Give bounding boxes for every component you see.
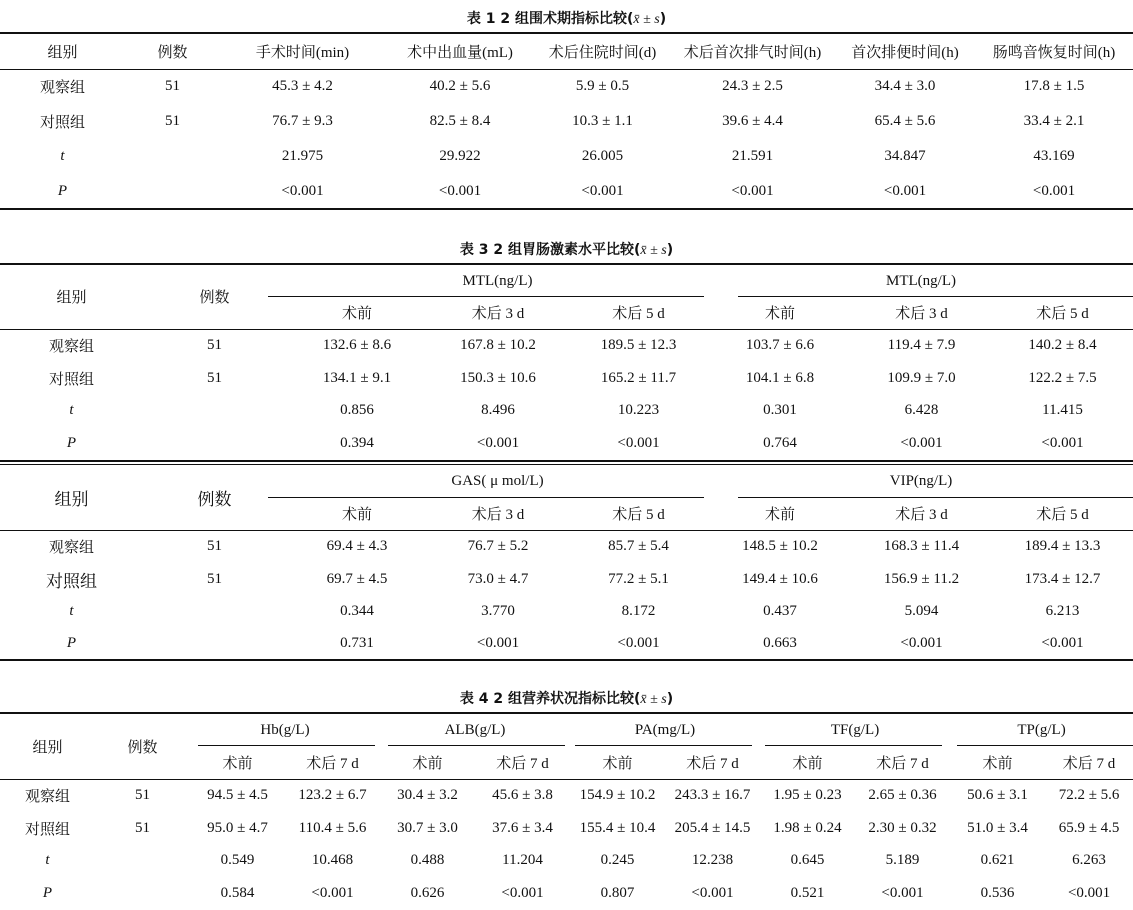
- table-cell: 0.856: [340, 402, 374, 418]
- table1-caption-stat: x̄ ± s: [633, 12, 660, 27]
- table-cell: [0, 427, 143, 460]
- table-cell: [125, 174, 220, 209]
- table-row: [0, 812, 1133, 844]
- table-cell: 0.645: [790, 852, 825, 868]
- table-cell: 103.7 ± 6.6: [745, 337, 815, 354]
- stat-label: t: [69, 402, 74, 418]
- subheader: 术后 7 d: [1045, 747, 1133, 779]
- table3-caption-suffix: ): [666, 242, 674, 258]
- table1-header: 手术时间(min): [220, 33, 385, 69]
- subheader: 术前: [286, 297, 428, 329]
- table-cell: <0.001: [900, 435, 943, 451]
- subheader: 术后 7 d: [665, 747, 760, 779]
- table3-caption: [0, 239, 1133, 259]
- table-cell: 12.238: [691, 852, 734, 868]
- table-cell: [0, 139, 125, 174]
- table-cell: [143, 595, 286, 628]
- table-row: [0, 844, 1133, 877]
- table-cell: [95, 877, 190, 910]
- column-group-header: TF(g/L): [830, 722, 880, 738]
- table-cell: 0.663: [763, 635, 797, 651]
- table-cell: [125, 139, 220, 174]
- table-cell: [0, 595, 143, 628]
- table1: [0, 32, 1133, 210]
- group-underline: [268, 296, 704, 297]
- table-cell: [0, 628, 143, 660]
- table-row: [0, 427, 1133, 460]
- column-group-header: MTL(ng/L): [886, 272, 956, 289]
- subheader: 术前: [286, 498, 428, 530]
- table-cell: 205.4 ± 14.5: [674, 819, 751, 836]
- subheader: 术后 5 d: [992, 297, 1133, 329]
- stat-label: P: [66, 435, 77, 451]
- table3-part1-group-row: [0, 264, 1133, 297]
- group-header: 组别: [0, 264, 143, 329]
- table-cell: 17.8 ± 1.5: [1023, 78, 1085, 95]
- table-cell: 77.2 ± 5.1: [608, 570, 669, 587]
- table-row: [0, 104, 1133, 139]
- group-underline: [765, 745, 942, 746]
- column-group-header: ALB(g/L): [444, 722, 506, 738]
- table-cell: 45.6 ± 3.8: [492, 787, 553, 804]
- stat-label: t: [45, 852, 50, 868]
- table-cell: 94.5 ± 4.5: [207, 787, 268, 804]
- table-cell: 150.3 ± 10.6: [460, 369, 536, 386]
- table-cell: 8.496: [481, 402, 515, 418]
- table-cell: <0.001: [581, 182, 624, 199]
- table-cell: 30.7 ± 3.0: [397, 819, 458, 836]
- group-underline: [388, 745, 565, 746]
- count-header: 例数: [143, 465, 286, 530]
- table-cell: 5.9 ± 0.5: [575, 78, 630, 95]
- section-divider: [0, 460, 1133, 462]
- table-cell: 65.9 ± 4.5: [1058, 819, 1120, 836]
- table-cell: 1.95 ± 0.23: [773, 787, 842, 804]
- column-group-header: Hb(g/L): [260, 722, 310, 738]
- table-cell: [0, 394, 143, 427]
- table-cell: 0.626: [410, 885, 445, 901]
- table-cell: 119.4 ± 7.9: [887, 337, 956, 354]
- subheader: 术前: [380, 747, 475, 779]
- table-cell: <0.001: [1041, 635, 1084, 651]
- table-row: [0, 139, 1133, 174]
- subheader: 术后 5 d: [568, 498, 709, 530]
- table-cell: 134.1 ± 9.1: [322, 369, 392, 386]
- table-cell: <0.001: [311, 885, 354, 901]
- table-cell: 65.4 ± 5.6: [874, 113, 936, 129]
- table-cell: 51: [207, 538, 222, 555]
- column-group-header: GAS( μ mol/L): [451, 473, 544, 489]
- table1-header-row: [0, 33, 1133, 69]
- group-underline: [198, 745, 375, 746]
- table-cell: <0.001: [691, 885, 734, 901]
- table-cell: 0.584: [220, 885, 255, 901]
- table-cell: 51: [207, 337, 222, 354]
- table-cell: [143, 394, 286, 427]
- table-cell: 40.2 ± 5.6: [429, 78, 491, 95]
- table-cell: 0.807: [600, 885, 635, 901]
- table-cell: <0.001: [476, 435, 520, 451]
- table1-header: 首次排便时间(h): [835, 33, 975, 69]
- stat-label: t: [69, 603, 74, 619]
- table-cell: 观察组: [39, 80, 85, 97]
- table-cell: 10.468: [311, 852, 354, 868]
- table-cell: 33.4 ± 2.1: [1023, 113, 1085, 129]
- subheader: 术后 3 d: [428, 297, 568, 329]
- table-cell: 26.005: [581, 148, 624, 164]
- table1-header: 术后住院时间(d): [535, 33, 670, 69]
- table-cell: 0.549: [220, 852, 255, 868]
- column-group-header: VIP(ng/L): [889, 473, 953, 489]
- table-cell: 34.847: [884, 148, 926, 164]
- table-cell: 0.536: [980, 885, 1015, 901]
- table-cell: 10.3 ± 1.1: [572, 113, 633, 129]
- stat-label: t: [60, 148, 65, 164]
- column-group-header: TP(g/L): [1017, 722, 1066, 738]
- table-cell: 189.4 ± 13.3: [1024, 538, 1101, 555]
- subheader: 术前: [570, 747, 665, 779]
- table1-header: 肠鸣音恢复时间(h): [975, 33, 1133, 69]
- table-cell: 观察组: [24, 789, 70, 806]
- table-cell: 11.415: [1042, 402, 1083, 418]
- table-row: [0, 362, 1133, 394]
- subheader: 术后 5 d: [992, 498, 1133, 530]
- table-cell: <0.001: [617, 435, 660, 451]
- table-cell: <0.001: [617, 635, 660, 651]
- table-cell: 10.223: [617, 402, 660, 418]
- table-cell: 21.975: [281, 148, 324, 164]
- table-cell: 155.4 ± 10.4: [579, 819, 656, 836]
- table-cell: 对照组: [24, 821, 70, 838]
- table-cell: 6.213: [1045, 603, 1080, 619]
- table4-caption-stat: x̄ ± s: [640, 692, 667, 707]
- table-cell: 122.2 ± 7.5: [1028, 369, 1097, 386]
- table-cell: 24.3 ± 2.5: [722, 78, 783, 95]
- table-row: [0, 877, 1133, 910]
- table-cell: [143, 427, 286, 460]
- table-row: [0, 563, 1133, 595]
- table-cell: 21.591: [731, 148, 774, 164]
- table-cell: 72.2 ± 5.6: [1058, 787, 1120, 804]
- table-row: [0, 329, 1133, 362]
- table-cell: 0.731: [340, 635, 374, 651]
- table-cell: 51: [135, 819, 150, 836]
- table-cell: 11.204: [502, 852, 543, 868]
- table-cell: <0.001: [281, 182, 324, 199]
- table-cell: 148.5 ± 10.2: [742, 538, 818, 555]
- table-row: [0, 174, 1133, 209]
- group-underline: [738, 497, 1133, 498]
- table-cell: 95.0 ± 4.7: [207, 819, 268, 836]
- table-cell: <0.001: [501, 885, 544, 901]
- table1-caption: [0, 8, 1133, 28]
- table-cell: 5.094: [904, 603, 939, 619]
- table-cell: 69.4 ± 4.3: [326, 538, 388, 555]
- table-cell: 73.0 ± 4.7: [467, 570, 529, 587]
- table-cell: 3.770: [481, 603, 515, 619]
- table-cell: 39.6 ± 4.4: [722, 113, 783, 129]
- table-cell: [95, 844, 190, 877]
- table-cell: [0, 844, 95, 877]
- table-cell: 110.4 ± 5.6: [298, 819, 367, 836]
- table-cell: <0.001: [1041, 435, 1084, 451]
- table-cell: 243.3 ± 16.7: [674, 787, 751, 804]
- table-row: [0, 69, 1133, 104]
- table-cell: 154.9 ± 10.2: [579, 787, 656, 804]
- table-row: [0, 779, 1133, 812]
- table-cell: 189.5 ± 12.3: [600, 337, 677, 354]
- table-cell: 140.2 ± 8.4: [1028, 337, 1097, 354]
- table-cell: 6.263: [1072, 852, 1106, 868]
- table-cell: 45.3 ± 4.2: [272, 78, 333, 95]
- table-cell: 5.189: [885, 852, 920, 868]
- table4-caption-suffix: ): [666, 691, 674, 707]
- table-cell: 165.2 ± 11.7: [600, 369, 677, 386]
- table-cell: 173.4 ± 12.7: [1024, 570, 1101, 587]
- group-header: 组别: [0, 465, 143, 530]
- table-cell: 对照组: [39, 115, 85, 131]
- table-cell: 0.245: [600, 852, 635, 868]
- group-underline: [957, 745, 1133, 746]
- table-cell: <0.001: [438, 182, 482, 199]
- table-cell: 0.764: [763, 435, 797, 451]
- count-header: 例数: [95, 713, 190, 779]
- table-cell: 51: [135, 787, 150, 804]
- table-cell: 109.9 ± 7.0: [887, 369, 956, 386]
- table-cell: 0.621: [980, 852, 1015, 868]
- table-cell: 76.7 ± 5.2: [467, 538, 529, 555]
- table-cell: <0.001: [883, 182, 927, 199]
- count-header: 例数: [143, 264, 286, 329]
- table-cell: 0.488: [410, 852, 445, 868]
- subheader: 术后 7 d: [855, 747, 950, 779]
- table1-header: 组别: [0, 33, 125, 69]
- column-group-header: PA(mg/L): [634, 722, 696, 738]
- table-cell: [0, 877, 95, 910]
- table-cell: 51: [207, 369, 222, 386]
- table-cell: 167.8 ± 10.2: [460, 337, 536, 354]
- table-cell: 123.2 ± 6.7: [298, 787, 367, 804]
- table-cell: 51: [165, 113, 180, 129]
- table-cell: 168.3 ± 11.4: [883, 538, 960, 555]
- subheader: 术后 5 d: [568, 297, 709, 329]
- subheader: 术前: [709, 297, 851, 329]
- subheader: 术后 7 d: [475, 747, 570, 779]
- group-header: 组别: [0, 713, 95, 779]
- table3-part2: [0, 465, 1133, 661]
- table-cell: 51: [207, 570, 222, 587]
- table-row: [0, 394, 1133, 427]
- table-cell: [0, 174, 125, 209]
- subheader: 术后 3 d: [428, 498, 568, 530]
- table-cell: 85.7 ± 5.4: [608, 538, 669, 555]
- table4: [0, 712, 1133, 910]
- table-cell: 51.0 ± 3.4: [967, 819, 1028, 836]
- table1-header: 例数: [125, 33, 220, 69]
- table1-caption-suffix: ): [659, 11, 667, 27]
- table-cell: 2.30 ± 0.32: [868, 819, 937, 836]
- table-cell: 149.4 ± 10.6: [742, 570, 818, 587]
- table-cell: 51: [165, 78, 180, 95]
- subheader: 术前: [950, 747, 1045, 779]
- table-cell: 50.6 ± 3.1: [967, 787, 1028, 804]
- table-cell: 69.7 ± 4.5: [326, 570, 388, 587]
- table1-header: 术后首次排气时间(h): [670, 33, 835, 69]
- subheader: 术前: [709, 498, 851, 530]
- table-cell: 对照组: [48, 371, 94, 388]
- table-cell: 29.922: [439, 148, 481, 164]
- table-cell: 30.4 ± 3.2: [397, 787, 458, 804]
- table-cell: <0.001: [1067, 885, 1111, 901]
- table-cell: <0.001: [731, 182, 774, 199]
- table-cell: 0.437: [763, 603, 797, 619]
- table1-header: 术中出血量(mL): [385, 33, 535, 69]
- table-cell: 观察组: [48, 339, 94, 356]
- stat-label: P: [57, 182, 68, 199]
- table-row: [0, 628, 1133, 660]
- table-row: [0, 595, 1133, 628]
- table-cell: 观察组: [48, 540, 94, 557]
- table-cell: 76.7 ± 9.3: [272, 113, 333, 129]
- table-cell: 156.9 ± 11.2: [883, 570, 960, 587]
- table-cell: [143, 628, 286, 660]
- table-cell: 8.172: [621, 603, 656, 619]
- table-cell: <0.001: [900, 635, 943, 651]
- subheader: 术后 3 d: [851, 297, 992, 329]
- group-underline: [738, 296, 1133, 297]
- table-cell: <0.001: [881, 885, 924, 901]
- table-cell: 0.301: [763, 402, 797, 418]
- table3-caption-text: 表 3 2 组胃肠激素水平比较(: [459, 242, 641, 258]
- table-cell: 132.6 ± 8.6: [322, 337, 392, 354]
- table-cell: <0.001: [1032, 182, 1076, 199]
- table-cell: 0.344: [340, 603, 374, 619]
- table-cell: 6.428: [904, 402, 939, 418]
- subheader: 术前: [190, 747, 285, 779]
- subheader: 术后 7 d: [285, 747, 380, 779]
- table-cell: 82.5 ± 8.4: [429, 113, 491, 129]
- table-cell: 37.6 ± 3.4: [492, 819, 553, 836]
- table4-group-row: [0, 713, 1133, 747]
- stat-label: P: [66, 635, 77, 651]
- table4-caption: [0, 688, 1133, 708]
- table-cell: 对照组: [46, 571, 97, 591]
- table3-caption-stat: x̄ ± s: [640, 243, 667, 258]
- table-cell: 34.4 ± 3.0: [874, 78, 936, 95]
- table-row: [0, 530, 1133, 563]
- table-cell: 43.169: [1033, 148, 1075, 164]
- table3-part2-group-row: [0, 465, 1133, 498]
- subheader: 术后 3 d: [851, 498, 992, 530]
- table-cell: 2.65 ± 0.36: [868, 787, 937, 804]
- column-group-header: MTL(ng/L): [462, 272, 533, 289]
- table1-caption-text: 表 1 2 组围术期指标比较(: [466, 11, 634, 27]
- table3-part1: [0, 263, 1133, 460]
- table-cell: <0.001: [476, 635, 520, 651]
- subheader: 术前: [760, 747, 855, 779]
- group-underline: [268, 497, 704, 498]
- table-cell: 0.521: [790, 885, 825, 901]
- table-cell: 104.1 ± 6.8: [745, 369, 815, 386]
- group-underline: [575, 745, 752, 746]
- table-cell: 1.98 ± 0.24: [773, 819, 842, 836]
- table4-caption-text: 表 4 2 组营养状况指标比较(: [459, 691, 641, 707]
- table-cell: 0.394: [340, 435, 374, 451]
- stat-label: P: [42, 885, 53, 901]
